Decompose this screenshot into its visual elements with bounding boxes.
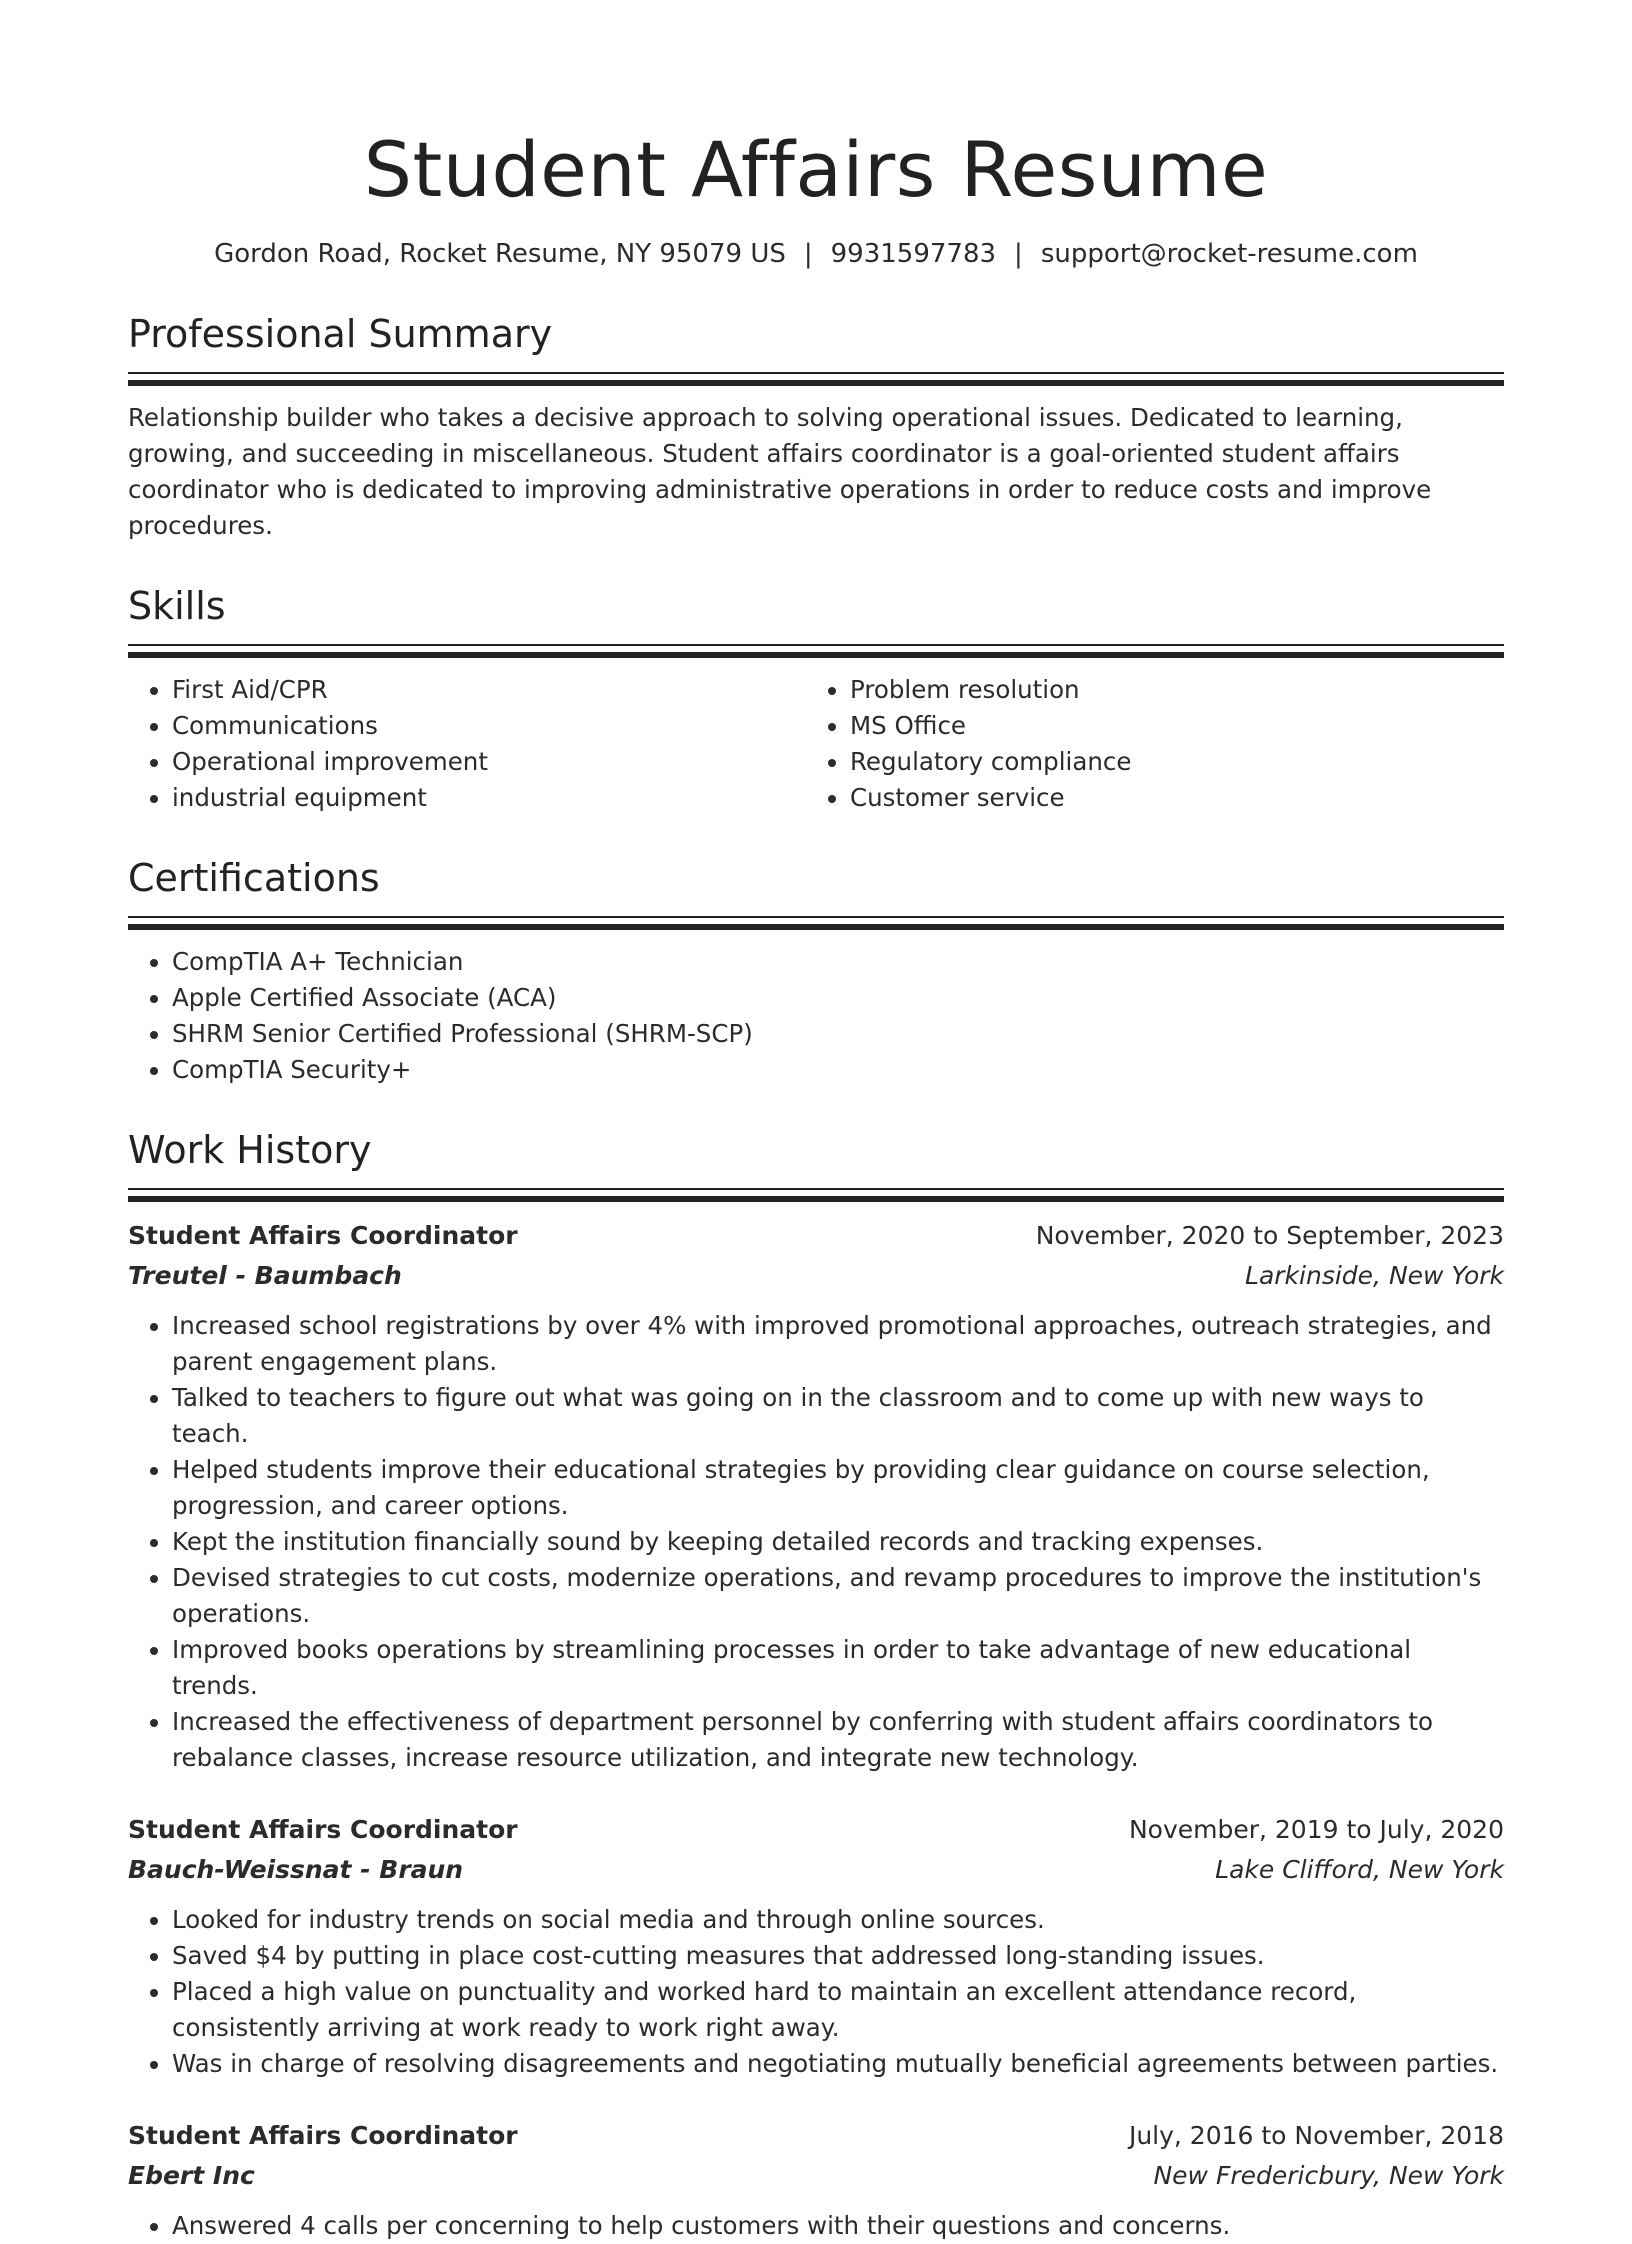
job-company: Ebert Inc <box>128 2161 255 2190</box>
skills-grid <box>128 672 1504 816</box>
job-entry <box>128 1216 1504 1776</box>
skill-item: • Regulatory compliance <box>850 744 1484 780</box>
job-bullet: • Saved $4 by putting in place cost-cutting measures that addressed long-standing issues. <box>172 1938 1504 1974</box>
skills-list-left <box>128 672 806 816</box>
skill-item: • Problem resolution <box>850 672 1484 708</box>
job-company-row <box>128 1256 1504 1296</box>
skill-item: • Operational improvement <box>172 744 806 780</box>
section-heading-skills: Skills <box>128 584 226 628</box>
certification-item: • Apple Certified Associate (ACA) <box>172 980 1504 1016</box>
job-bullet: • Talked to teachers to figure out what was going on in the classroom and to come up with new ways to teach. <box>172 1380 1504 1452</box>
section-divider <box>128 1188 1504 1202</box>
job-entry <box>128 2116 1504 2244</box>
job-company-row <box>128 1850 1504 1890</box>
resume-page <box>128 0 1504 2244</box>
certification-item: • CompTIA A+ Technician <box>172 944 1504 980</box>
address: Gordon Road, Rocket Resume, NY 95079 US <box>214 239 786 269</box>
job-bullets <box>128 1902 1504 2082</box>
job-bullet: • Increased school registrations by over 4% with improved promotional approaches, outreach strategies, and parent engagement plans. <box>172 1308 1504 1380</box>
contact-line <box>128 236 1504 272</box>
job-title-row <box>128 1216 1504 1256</box>
job-location: Larkinside, New York <box>1245 1261 1504 1290</box>
job-bullets <box>128 2208 1504 2244</box>
summary-text: Relationship builder who takes a decisive approach to solving operational issues. Dedicated to learning, growing, and succeeding in miscellaneous. Student affairs coordinator is a goal-oriented student affairs coordinator who is dedicated to improving administrative operations in order to reduce costs and improve procedures. <box>128 403 1432 540</box>
job-bullet: • Helped students improve their educational strategies by providing clear guidance on course selection, progression, and career options. <box>172 1452 1504 1524</box>
job-title: Student Affairs Coordinator <box>128 2121 518 2150</box>
job-bullet: • Devised strategies to cut costs, modernize operations, and revamp procedures to improve the institution's operations. <box>172 1560 1504 1632</box>
job-dates: July, 2016 to November, 2018 <box>1128 2121 1504 2150</box>
job-bullet: • Looked for industry trends on social media and through online sources. <box>172 1902 1504 1938</box>
skill-item: • Customer service <box>850 780 1484 816</box>
section-divider <box>128 644 1504 658</box>
section-heading-work-history: Work History <box>128 1128 372 1172</box>
page-title: Student Affairs Resume <box>363 125 1269 214</box>
email-link[interactable]: support@rocket-resume.com <box>1040 239 1418 269</box>
job-company: Bauch-Weissnat - Braun <box>128 1855 464 1884</box>
certification-item: • SHRM Senior Certified Professional (SHRM-SCP) <box>172 1016 1504 1052</box>
certification-item: • CompTIA Security+ <box>172 1052 1504 1088</box>
job-bullets <box>128 1308 1504 1776</box>
skills-column-right <box>806 672 1484 816</box>
job-title-row <box>128 2116 1504 2156</box>
job-bullet: • Was in charge of resolving disagreements and negotiating mutually beneficial agreements between parties. <box>172 2046 1504 2082</box>
job-title-row <box>128 1810 1504 1850</box>
skill-item: • MS Office <box>850 708 1484 744</box>
job-bullet: • Kept the institution financially sound by keeping detailed records and tracking expenses. <box>172 1524 1504 1560</box>
section-heading-certifications: Certifications <box>128 856 380 900</box>
job-location: Lake Clifford, New York <box>1215 1855 1504 1884</box>
job-bullet: • Improved books operations by streamlining processes in order to take advantage of new educational trends. <box>172 1632 1504 1704</box>
certifications-list <box>128 944 1504 1088</box>
skill-item: • industrial equipment <box>172 780 806 816</box>
separator: | <box>803 239 813 269</box>
job-entry <box>128 1810 1504 2082</box>
skill-item: • First Aid/CPR <box>172 672 806 708</box>
job-bullet: • Answered 4 calls per concerning to help customers with their questions and concerns. <box>172 2208 1504 2244</box>
phone: 9931597783 <box>830 239 997 269</box>
skill-item: • Communications <box>172 708 806 744</box>
job-bullet: • Increased the effectiveness of department personnel by conferring with student affairs coordinators to rebalance classes, increase resource utilization, and integrate new technology. <box>172 1704 1504 1776</box>
job-company-row <box>128 2156 1504 2196</box>
job-company: Treutel - Baumbach <box>128 1261 402 1290</box>
skills-column-left <box>128 672 806 816</box>
job-dates: November, 2019 to July, 2020 <box>1128 1815 1504 1844</box>
job-location: New Fredericbury, New York <box>1153 2161 1504 2190</box>
job-dates: November, 2020 to September, 2023 <box>1035 1221 1504 1250</box>
section-divider <box>128 372 1504 386</box>
section-heading-summary: Professional Summary <box>128 312 553 356</box>
skills-list-right <box>806 672 1484 816</box>
job-bullet: • Placed a high value on punctuality and worked hard to maintain an excellent attendance record, consistently arriving at work ready to work right away. <box>172 1974 1504 2046</box>
job-title: Student Affairs Coordinator <box>128 1815 518 1844</box>
job-title: Student Affairs Coordinator <box>128 1221 518 1250</box>
separator: | <box>1014 239 1023 269</box>
section-divider <box>128 916 1504 930</box>
